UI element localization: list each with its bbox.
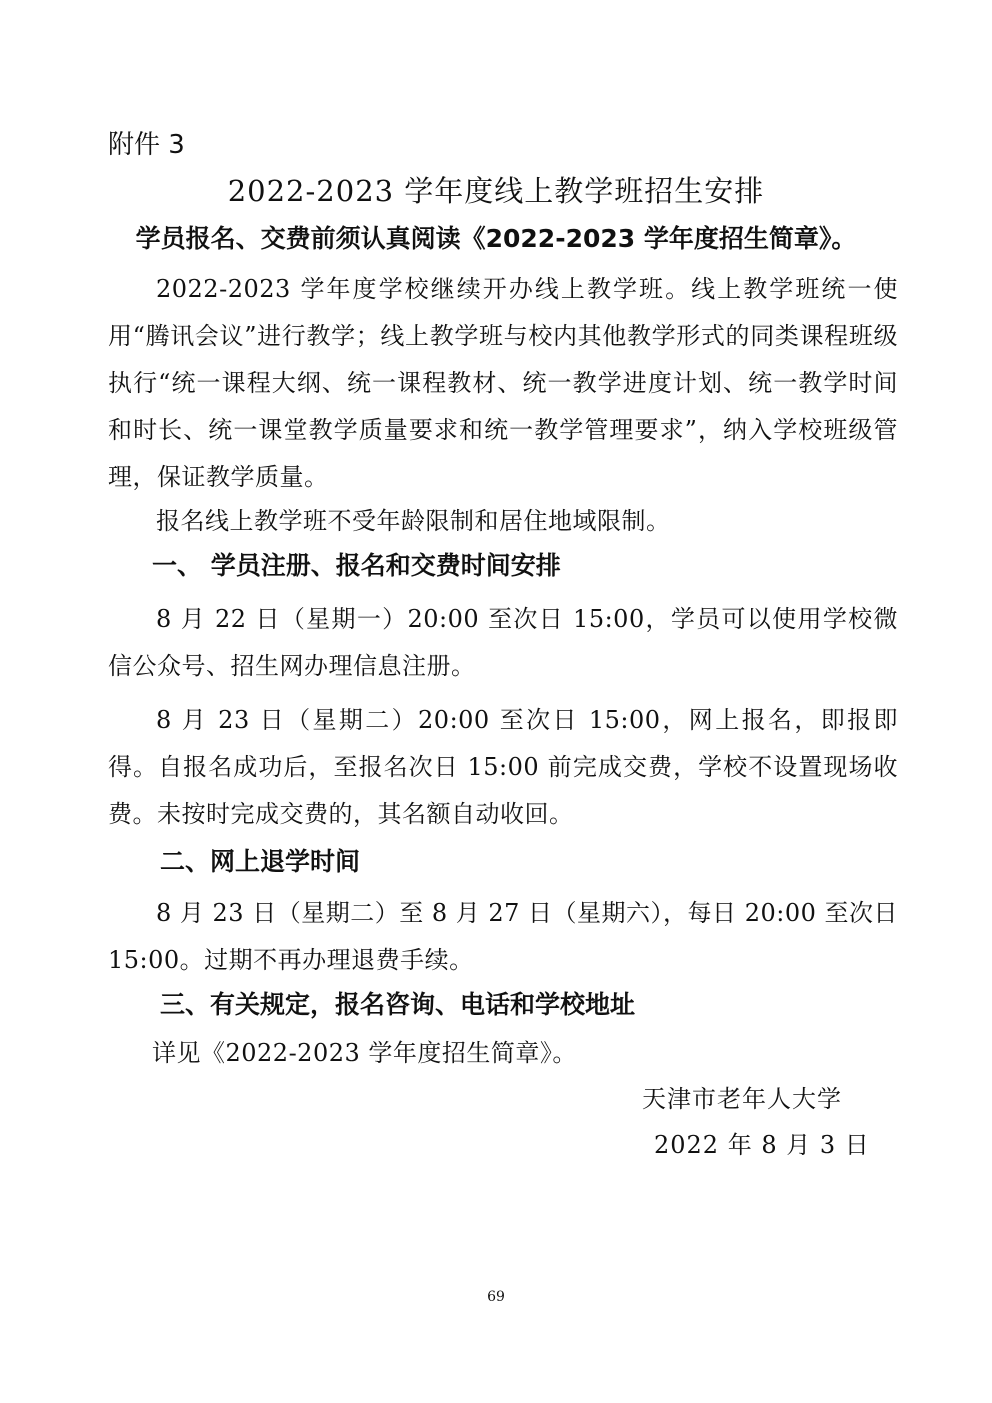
signature-organization: 天津市老年人大学 — [642, 1085, 842, 1113]
section-2-paragraph-1: 8 月 23 日（星期二）至 8 月 27 日（星期六），每日 20:00 至次日 15:00。过期不再办理退费手续。 — [108, 899, 898, 974]
attachment-label: 附件 3 — [108, 130, 185, 160]
page-number: 69 — [487, 1289, 505, 1305]
document-title: 2022-2023 学年度线上教学班招生安排 — [227, 174, 765, 208]
signature-date: 2022 年 8 月 3 日 — [654, 1131, 870, 1159]
section-2-heading: 二、网上退学时间 — [160, 847, 361, 876]
section-1-paragraph-1: 8 月 22 日（星期一）20:00 至次日 15:00，学员可以使用学校微信公众号、招生网办理信息注册。 — [108, 605, 898, 680]
intro-paragraph-2: 报名线上教学班不受年龄限制和居住地域限制。 — [156, 507, 671, 535]
intro-paragraph-1: 2022-2023 学年度学校继续开办线上教学班。线上教学班统一使用“腾讯会议”进行教学；线上教学班与校内其他教学形式的同类课程班级执行“统一课程大纲、统一课程教材、统一教学进度计划、统一教学时间和时长、统一课堂教学质量要求和统一教学管理要求”，纳入学校班级管理，保证教学质量。 — [108, 275, 898, 491]
section-3-paragraph-1: 详见《2022-2023 学年度招生简章》。 — [152, 1039, 577, 1067]
section-3-heading: 三、有关规定，报名咨询、电话和学校地址 — [160, 990, 636, 1019]
reading-notice: 学员报名、交费前须认真阅读《2022-2023 学年度招生简章》。 — [135, 224, 857, 253]
section-1-paragraph-2: 8 月 23 日（星期二）20:00 至次日 15:00，网上报名，即报即得。自报名成功后，至报名次日 15:00 前完成交费，学校不设置现场收费。未按时完成交费的，其名额自动收回。 — [108, 706, 898, 828]
section-1-heading: 一、 学员注册、报名和交费时间安排 — [152, 551, 561, 580]
